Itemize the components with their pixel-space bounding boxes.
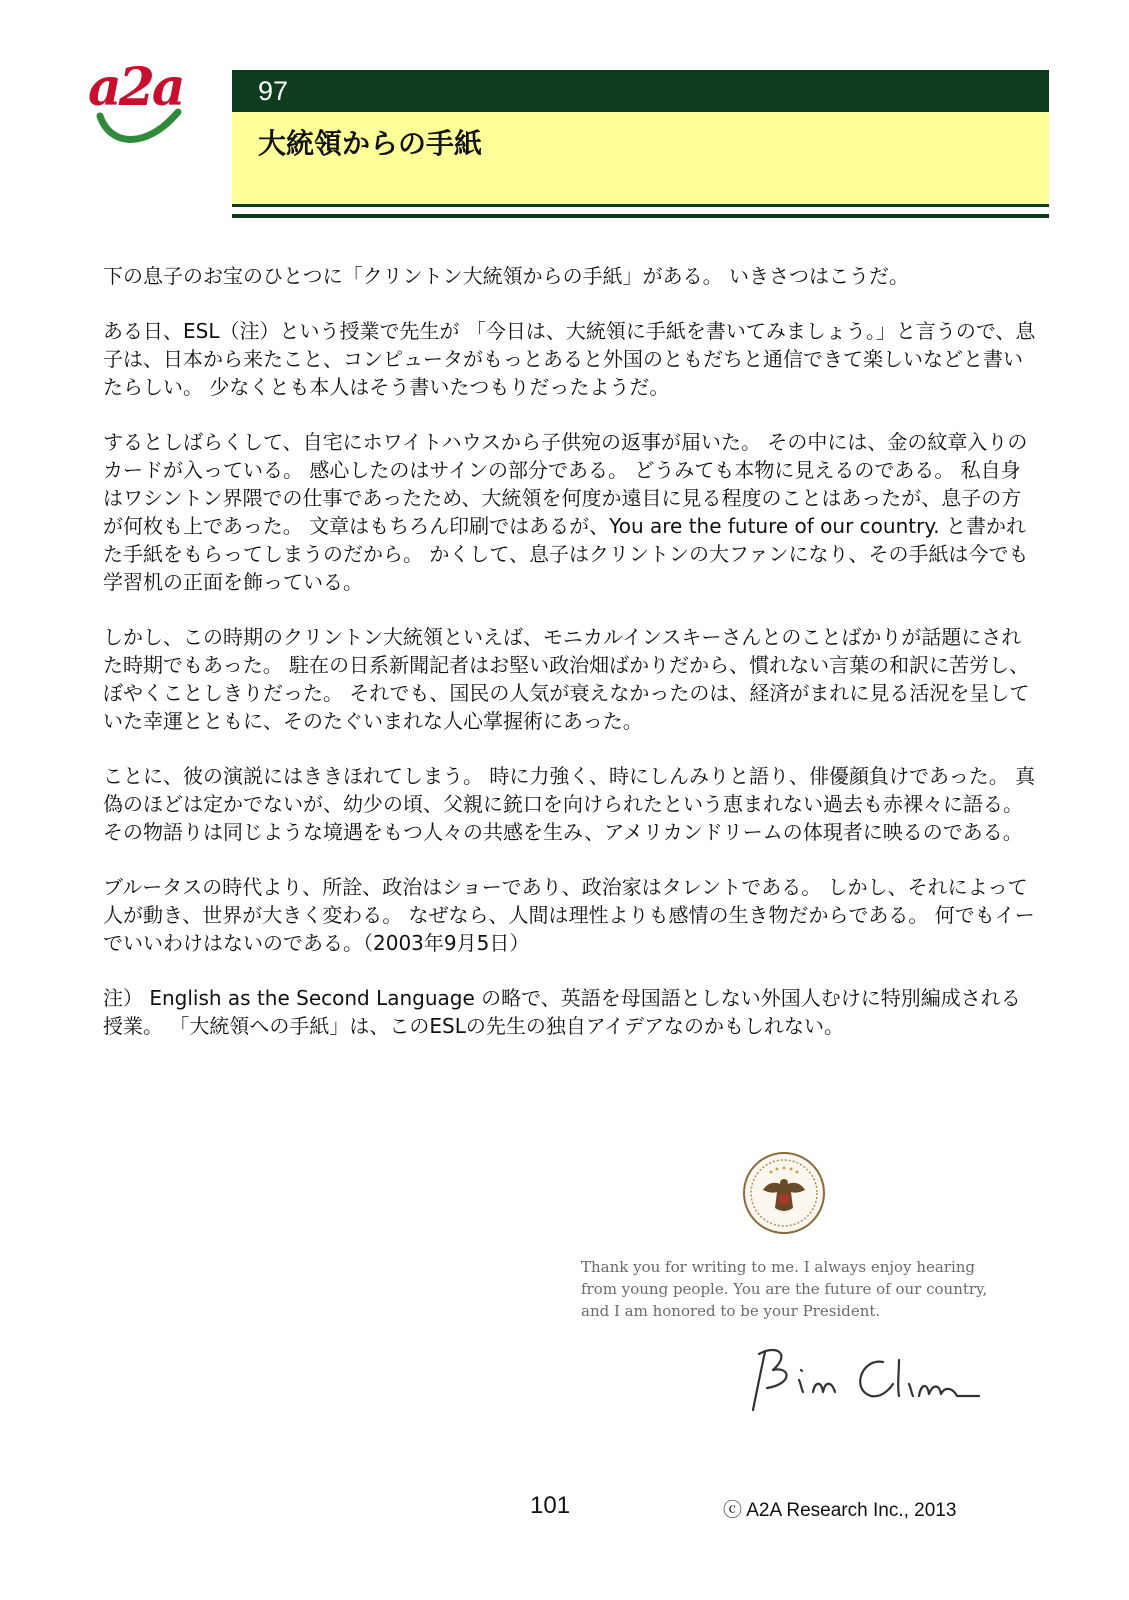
logo-swoosh-icon (96, 106, 182, 150)
chapter-title: 大統領からの手紙 (258, 127, 483, 160)
paragraph: ことに、彼の演説にはききほれてしまう。 時に力強く、時にしんみりと語り、俳優顔負けであった。 真偽のほどは定かでないが、幼少の頃、父親に銃口を向けられたという恵まれない過去も赤裸々に語る。 その物語りは同じような境遇をもつ人々の共感を生み、アメリカンドリームの体現者に映るのである。 (103, 764, 1036, 844)
presidential-seal-icon (741, 1150, 827, 1236)
a2a-logo (88, 57, 198, 152)
chapter-header (232, 70, 1049, 218)
letter-line: Thank you for writing to me. I always enjoy hearing (581, 1258, 976, 1276)
letter-line: from young people. You are the future of our country, (581, 1280, 988, 1298)
letter-message (581, 1256, 1001, 1322)
header-rule-bottom (232, 214, 1049, 218)
copyright-notice: ⓒ A2A Research Inc., 2013 (723, 1500, 957, 1521)
paragraph: 下の息子のお宝のひとつに「クリントン大統領からの手紙」がある。 いきさつはこうだ。 (103, 264, 909, 288)
presidential-letter (578, 1150, 1018, 1440)
header-rule-top (232, 204, 1049, 207)
page-number: 101 (530, 1492, 571, 1519)
paragraph: するとしばらくして、自宅にホワイトハウスから子供宛の返事が届いた。 その中には、金の紋章入りのカードが入っている。 感心したのはサインの部分である。 どうみても本物に見えるのである。 私自身はワシントン界隈での仕事であったため、大統領を何度か遠目に見る程度のことはあったが、息子の方が何枚も上であった。 文章はもちろん印刷ではあるが、You are the future of our country. と書かれた手紙をもらってしまうのだから。 かくして、息子はクリントンの大ファンになり、その手紙は今でも学習机の正面を飾っている。 (103, 430, 1029, 594)
paragraph: ブルータスの時代より、所詮、政治はショーであり、政治家はタレントである。 しかし、それによって人が動き、世界が大きく変わる。 なぜなら、人間は理性よりも感情の生き物だからである。 何でもイーでいいわけはないのである。（2003年9月5日） (103, 875, 1035, 955)
chapter-number-bar (232, 70, 1049, 112)
paragraph: ある日、ESL（注）という授業で先生が 「今日は、大統領に手紙を書いてみましょう。」と言うので、息子は、日本から来たこと、コンピュータがもっとあると外国のともだちと通信できて楽しいなどと書いたらしい。 少なくとも本人はそう書いたつもりだったようだ。 (103, 319, 1036, 399)
article-body (103, 262, 1038, 1067)
chapter-number: 97 (258, 76, 289, 106)
footnote: 注） English as the Second Language の略で、英語を母国語としない外国人むけに特別編成される授業。 「大統領への手紙」は、このESLの先生の独自アイデアなのかもしれない。 (103, 986, 1021, 1038)
letter-line: and I am honored to be your President. (581, 1302, 881, 1320)
chapter-title-panel (232, 112, 1049, 204)
paragraph: しかし、この時期のクリントン大統領といえば、モニカルインスキーさんとのことばかりが話題にされた時期でもあった。 駐在の日系新聞記者はお堅い政治畑ばかりだから、慣れない言葉の和訳に苦労し、ぼやくことしきりだった。 それでも、国民の人気が衰えなかったのは、経済がまれに見る活況を呈していた幸運とともに、そのたぐいまれな人心掌握術にあった。 (103, 625, 1030, 733)
logo-text: a2a (88, 57, 183, 118)
signature-icon (743, 1340, 983, 1420)
